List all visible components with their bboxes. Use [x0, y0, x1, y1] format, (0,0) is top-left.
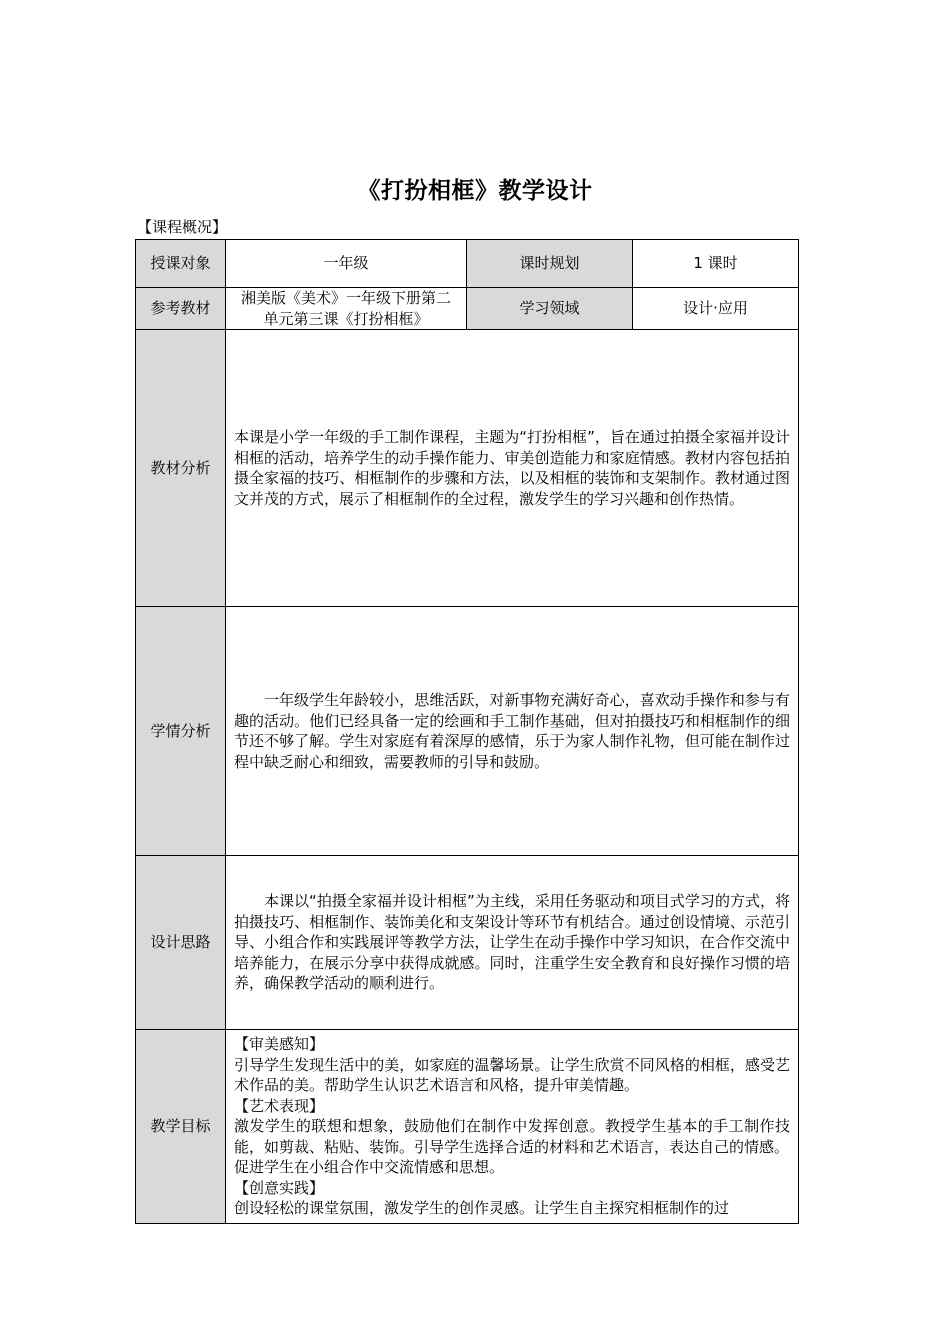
student-analysis-label: 学情分析 [136, 607, 226, 856]
course-overview-table [135, 239, 799, 1224]
material-analysis-label: 教材分析 [136, 330, 226, 607]
textbook-label-cell: 参考教材 [136, 288, 226, 330]
table-row [136, 1030, 799, 1224]
goal-heading-practice: 【创意实践】 [234, 1178, 325, 1197]
teaching-goals-label: 教学目标 [136, 1030, 226, 1224]
teaching-goals-text [226, 1030, 799, 1224]
material-analysis-paragraph: 本课是小学一年级的手工制作课程，主题为“打扮相框”，旨在通过拍摄全家福并设计相框的活动，培养学生的动手操作能力、审美创造能力和家庭情感。教材内容包括拍摄全家福的技巧、相框制作的步骤和方法，以及相框的装饰和支架制作。教材通过图文并茂的方式，展示了相框制作的全过程，激发学生的学习兴趣和创作热情。 [234, 428, 790, 508]
hours-value-cell: 1 课时 [633, 240, 799, 288]
goal-heading-expression: 【艺术表现】 [234, 1096, 325, 1115]
section-label: 【课程概况】 [137, 218, 228, 236]
goal-text-cooperation: 促进学生在小组合作中交流情感和思想。 [234, 1158, 505, 1177]
table-row [136, 607, 799, 856]
student-analysis-text [226, 607, 799, 856]
table-row [136, 240, 799, 288]
table-row [136, 288, 799, 330]
goal-text-aesthetic: 引导学生发现生活中的美，如家庭的温馨场景。让学生欣赏不同风格的相框，感受艺术作品的美。帮助学生认识艺术语言和风格，提升审美情趣。 [234, 1055, 790, 1095]
design-idea-label: 设计思路 [136, 856, 226, 1030]
field-label-cell: 学习领域 [467, 288, 633, 330]
design-idea-paragraph: 本课以“拍摄全家福并设计相框”为主线，采用任务驱动和项目式学习的方式，将拍摄技巧、相框制作、装饰美化和支架设计等环节有机结合。通过创设情境、示范引导、小组合作和实践展评等教学方法，让学生在动手操作中学习知识，在合作交流中培养能力，在展示分享中获得成就感。同时，注重学生安全教育和良好操作习惯的培养，确保教学活动的顺利进行。 [234, 892, 790, 993]
goal-text-expression: 激发学生的联想和想象，鼓励他们在制作中发挥创意。教授学生基本的手工制作技能，如剪裁、粘贴、装饰。引导学生选择合适的材料和艺术语言，表达自己的情感。 [234, 1117, 790, 1156]
document-title: 《打扮相框》教学设计 [357, 178, 593, 204]
textbook-value-cell: 湘美版《美术》一年级下册第二单元第三课《打扮相框》 [226, 288, 467, 330]
goal-heading-aesthetic: 【审美感知】 [234, 1035, 325, 1054]
design-idea-text [226, 856, 799, 1030]
audience-value-cell: 一年级 [226, 240, 467, 288]
hours-label-cell: 课时规划 [467, 240, 633, 288]
material-analysis-text [226, 330, 799, 607]
student-analysis-paragraph: 一年级学生年龄较小，思维活跃，对新事物充满好奇心，喜欢动手操作和参与有趣的活动。他们已经具备一定的绘画和手工制作基础，但对拍摄技巧和相框制作的细节还不够了解。学生对家庭有着深厚的感情，乐于为家人制作礼物，但可能在制作过程中缺乏耐心和细致，需要教师的引导和鼓励。 [234, 691, 790, 771]
goal-text-practice: 创设轻松的课堂氛围，激发学生的创作灵感。让学生自主探究相框制作的过 [234, 1199, 730, 1218]
field-value-cell: 设计·应用 [633, 288, 799, 330]
table-row [136, 856, 799, 1030]
table-row [136, 330, 799, 607]
audience-label-cell: 授课对象 [136, 240, 226, 288]
